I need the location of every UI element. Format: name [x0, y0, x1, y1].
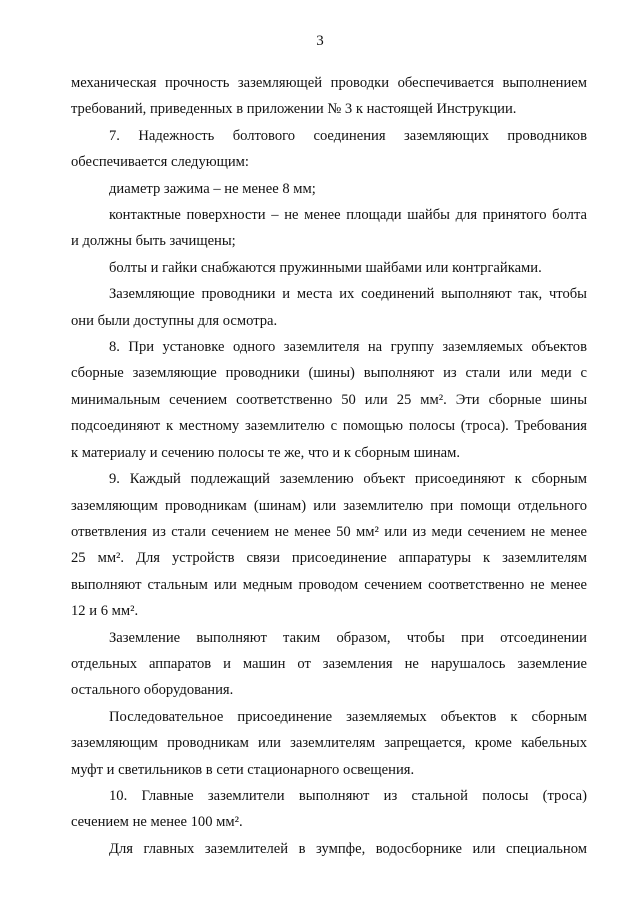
text-line: сечением не менее 100 мм².	[71, 814, 243, 831]
paragraph	[71, 466, 587, 624]
document-body	[71, 70, 587, 862]
text-line: остального оборудования.	[71, 682, 234, 699]
text-line: контактные поверхности – не менее площади шайбы для принятого болта	[109, 207, 587, 224]
text-line: заземляющим проводникам или заземлителям запрещается, кроме кабельных	[71, 735, 587, 752]
page-number: 3	[316, 33, 324, 49]
paragraph	[71, 255, 587, 281]
text-line: Для главных заземлителей в зумпфе, водосборнике или специальном	[109, 840, 587, 857]
text-line: 7. Надежность болтового соединения заземляющих проводников	[109, 127, 587, 144]
paragraph	[71, 625, 587, 704]
text-line: минимальным сечением соответственно 50 или 25 мм². Эти сборные шины	[71, 391, 587, 408]
paragraph	[71, 176, 587, 202]
text-line: 12 и 6 мм².	[71, 603, 139, 620]
text-line: Заземление выполняют таким образом, чтобы при отсоединении	[109, 629, 587, 646]
text-line: механическая прочность заземляющей проводки обеспечивается выполнением	[71, 75, 587, 91]
text-line: болты и гайки снабжаются пружинными шайбами или контргайками.	[109, 259, 542, 276]
paragraph	[71, 836, 587, 862]
text-line: 9. Каждый подлежащий заземлению объект присоединяют к сборным	[109, 471, 587, 488]
paragraph	[71, 281, 587, 334]
text-line: отдельных аппаратов и машин от заземления не нарушалось заземление	[71, 655, 587, 672]
text-line: ответвления из стали сечением не менее 50 мм² или из меди сечением не менее	[71, 523, 587, 540]
text-line: они были доступны для осмотра.	[71, 312, 278, 329]
text-line: обеспечивается следующим:	[71, 154, 249, 171]
paragraph	[71, 202, 587, 255]
text-line: к материалу и сечению полосы те же, что и к сборным шинам.	[71, 444, 461, 461]
paragraph	[71, 783, 587, 836]
paragraph	[71, 704, 587, 783]
paragraph	[71, 70, 587, 123]
paragraph	[71, 334, 587, 466]
text-line: Последовательное присоединение заземляемых объектов к сборным	[109, 708, 587, 725]
text-line: и должны быть зачищены;	[71, 233, 236, 250]
text-line: сборные заземляющие проводники (шины) выполняют из стали или меди с	[71, 365, 587, 382]
paragraph	[71, 123, 587, 176]
text-line: 8. При установке одного заземлителя на группу заземляемых объектов	[109, 339, 587, 356]
text-line: 10. Главные заземлители выполняют из стальной полосы (троса)	[109, 787, 587, 804]
text-line: подсоединяют к местному заземлителю с помощью полосы (троса). Требования	[71, 418, 587, 435]
text-line: диаметр зажима – не менее 8 мм;	[109, 180, 316, 197]
text-line: заземляющим проводникам (шинам) или заземлителю при помощи отдельного	[71, 497, 587, 514]
text-line: выполняют стальным или медным проводом сечением соответственно не менее	[71, 576, 587, 593]
text-line: муфт и светильников в сети стационарного освещения.	[71, 761, 415, 778]
text-line: требований, приведенных в приложении № 3 к настоящей Инструкции.	[71, 101, 517, 118]
text-line: Заземляющие проводники и места их соединений выполняют так, чтобы	[109, 286, 587, 303]
text-line: 25 мм². Для устройств связи присоединение аппаратуры к заземлителям	[71, 550, 587, 567]
